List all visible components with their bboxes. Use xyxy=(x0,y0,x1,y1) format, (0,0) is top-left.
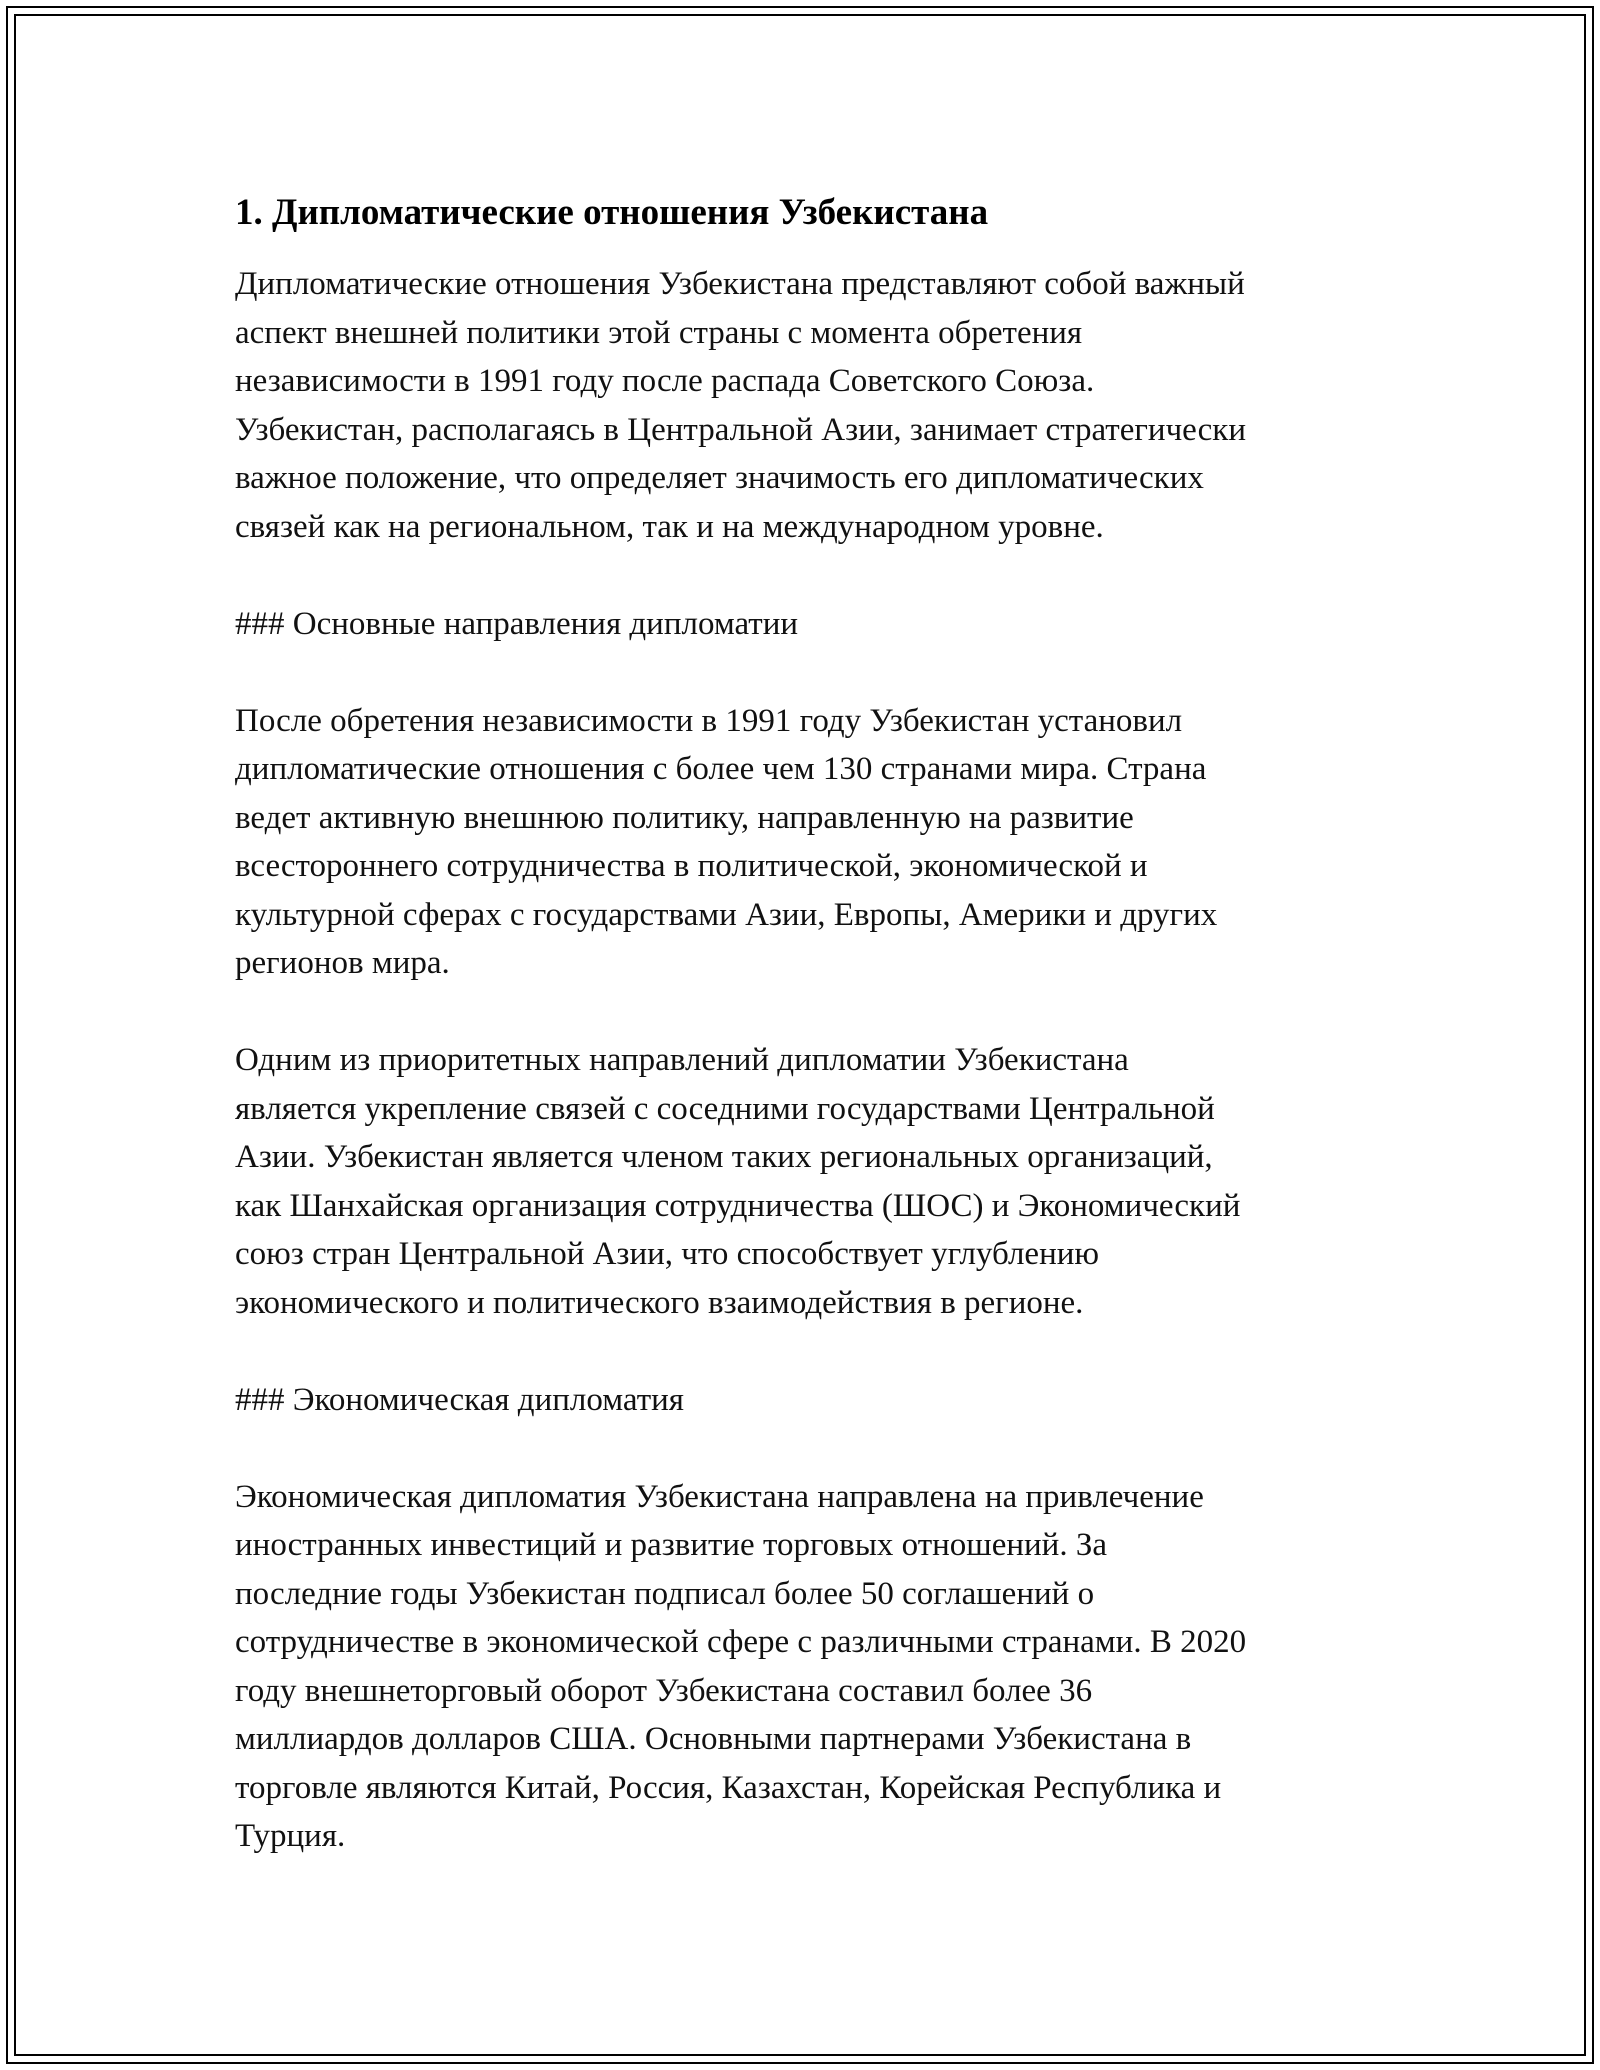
document-title: 1. Дипломатические отношения Узбекистана xyxy=(235,192,989,233)
subheading-main-directions: ### Основные направления дипломатии xyxy=(235,605,799,642)
subheading-economic-diplomacy: ### Экономическая дипломатия xyxy=(235,1381,684,1418)
paragraph-economic: Экономическая дипломатия Узбекистана направлена на привлечение иностранных инвестиций и развитие торговых отношений. За последние годы Узбекистан подписал более 50 соглашений о сотрудничестве в экономической сфере с различными странами. В 2020 году внешнеторговый оборот Узбекистана составил более 36 миллиардов долларов США. Основными партнерами Узбекистана в торговле являются Китай, Россия, Казахстан, Корейская Республика и Турция. xyxy=(235,1478,1247,1854)
paragraph-intro: Дипломатические отношения Узбекистана представляют собой важный аспект внешней политики этой страны с момента обретения независимости в 1991 году после распада Советского Союза. Узбекистан, располагаясь в Центральной Азии, занимает стратегически важное положение, что определяет значимость его дипломатических связей как на региональном, так и на международном уровне. xyxy=(235,266,1246,545)
paragraph-regional: Одним из приоритетных направлений дипломатии Узбекистана является укрепление связей с соседними государствами Центральной Азии. Узбекистан является членом таких региональных организаций, как Шанхайская организация сотрудничества (ШОС) и Экономический союз стран Центральной Азии, что способствует углублению экономического и политического взаимодействия в регионе. xyxy=(235,1042,1241,1321)
document-body xyxy=(235,188,1385,1861)
spacer xyxy=(235,648,1385,697)
spacer xyxy=(235,1424,1385,1473)
spacer xyxy=(235,988,1385,1037)
spacer xyxy=(235,551,1385,600)
spacer xyxy=(235,1327,1385,1376)
paragraph-relations: После обретения независимости в 1991 году Узбекистан установил дипломатические отношения с более чем 130 странами мира. Страна ведет активную внешнюю политику, направленную на развитие всестороннего сотрудничества в политической, экономической и культурной сферах с государствами Азии, Европы, Америки и других регионов мира. xyxy=(235,702,1218,981)
